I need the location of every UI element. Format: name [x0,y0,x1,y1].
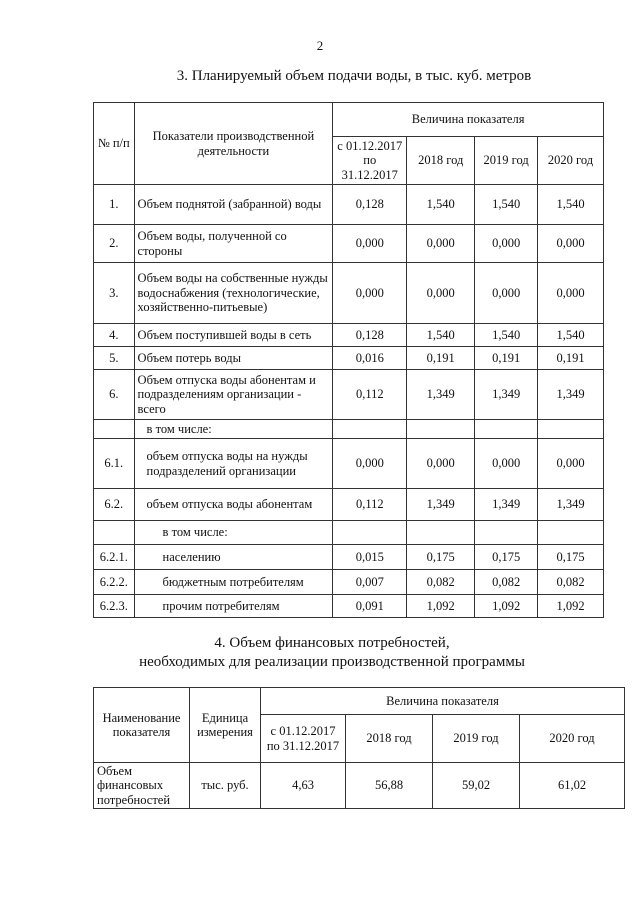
row-label: Объем поступившей воды в сеть [134,324,333,347]
row-num: 6. [94,370,135,420]
row-2018-value: 1,349 [407,370,475,420]
row-2018-value: 0,000 [407,263,475,324]
row-2020-value: 0,000 [538,263,604,324]
row-period-value: 0,128 [333,324,407,347]
header-2019: 2019 год [433,715,520,763]
row-period-value: 4,63 [261,763,346,809]
row-period-value [333,420,407,439]
row-num: 4. [94,324,135,347]
row-2019-value: 0,000 [475,225,538,263]
row-num: 2. [94,225,135,263]
row-2020-value: 1,349 [538,370,604,420]
row-period-value: 0,000 [333,225,407,263]
header-2020: 2020 год [520,715,625,763]
row-2018-value: 0,000 [407,439,475,489]
row-period-value: 0,112 [333,370,407,420]
row-2018-value: 0,175 [407,545,475,570]
row-num: 6.1. [94,439,135,489]
row-label: Объем потерь воды [134,347,333,370]
row-period-value: 0,091 [333,595,407,618]
table-row [94,347,604,370]
row-period-value [333,521,407,545]
row-2020-value: 0,000 [538,225,604,263]
header-2018: 2018 год [346,715,433,763]
table-row [94,595,604,618]
row-2018-value [407,521,475,545]
row-name: Объем финансовых потребностей [94,763,190,809]
page-number: 2 [316,38,324,53]
row-2019-value: 1,349 [475,489,538,521]
table-row [94,521,604,545]
table-row [94,185,604,225]
header-name: Наименование показателя [94,688,190,763]
header-2020: 2020 год [538,137,604,185]
row-2020-value: 1,092 [538,595,604,618]
row-2018-value: 0,000 [407,225,475,263]
row-unit: тыс. руб. [190,763,261,809]
header-period: с 01.12.2017 по 31.12.2017 [333,137,407,185]
row-2019-value: 1,540 [475,324,538,347]
row-label: прочим потребителям [134,595,333,618]
row-2019-value: 0,000 [475,263,538,324]
section4-title-line1: 4. Объем финансовых потребностей, [214,635,450,651]
row-label: Объем отпуска воды абонентам и подразделениям организации - всего [134,370,333,420]
table-row [94,263,604,324]
header-value-group: Величина показателя [333,103,604,137]
row-2020-value: 1,349 [538,489,604,521]
header-2019: 2019 год [475,137,538,185]
row-2019-value [475,420,538,439]
table-row [94,439,604,489]
header-2018: 2018 год [407,137,475,185]
row-label: объем отпуска воды абонентам [134,489,333,521]
row-2018-value: 1,092 [407,595,475,618]
row-2020-value: 0,191 [538,347,604,370]
row-label: Объем воды, полученной со стороны [134,225,333,263]
row-period-value: 0,000 [333,439,407,489]
row-period-value: 0,016 [333,347,407,370]
row-label: населению [134,545,333,570]
water-supply-table [93,102,604,618]
row-label: объем отпуска воды на нужды подразделений организации [134,439,333,489]
row-2019-value: 1,349 [475,370,538,420]
header-unit: Единица измерения [190,688,261,763]
row-2019-value [475,521,538,545]
row-2020-value: 1,540 [538,324,604,347]
row-num: 6.2.1. [94,545,135,570]
row-2019-value: 1,540 [475,185,538,225]
row-2019-value: 1,092 [475,595,538,618]
financial-needs-table [93,687,625,809]
table-row [94,420,604,439]
row-2019-value: 0,191 [475,347,538,370]
row-label: бюджетным потребителям [134,570,333,595]
row-2020-value: 61,02 [520,763,625,809]
header-value-group: Величина показателя [261,688,625,715]
row-num [94,420,135,439]
row-2020-value: 0,000 [538,439,604,489]
row-2018-value: 1,540 [407,185,475,225]
table-row [94,570,604,595]
section3-title: 3. Планируемый объем подачи воды, в тыс. куб. метров [176,68,532,84]
row-2018-value: 0,191 [407,347,475,370]
row-label: в том числе: [134,521,333,545]
row-2018-value: 0,082 [407,570,475,595]
section4-title-line2: необходимых для реализации производственной программы [139,654,525,670]
row-period-value: 0,015 [333,545,407,570]
row-2019-value: 59,02 [433,763,520,809]
row-period-value: 0,007 [333,570,407,595]
row-2020-value [538,521,604,545]
header-num: № п/п [94,103,135,185]
row-2018-value: 56,88 [346,763,433,809]
row-label: Объем поднятой (забранной) воды [134,185,333,225]
row-period-value: 0,000 [333,263,407,324]
table-row [94,370,604,420]
row-2020-value: 0,175 [538,545,604,570]
row-2020-value: 1,540 [538,185,604,225]
row-2018-value: 1,349 [407,489,475,521]
row-num: 3. [94,263,135,324]
header-indicator: Показатели производственной деятельности [134,103,333,185]
row-num: 5. [94,347,135,370]
row-2018-value: 1,540 [407,324,475,347]
row-num: 6.2.3. [94,595,135,618]
row-2019-value: 0,175 [475,545,538,570]
row-period-value: 0,128 [333,185,407,225]
section4-title [12,634,640,672]
row-2019-value: 0,000 [475,439,538,489]
row-num: 6.2. [94,489,135,521]
row-period-value: 0,112 [333,489,407,521]
header-period: с 01.12.2017 по 31.12.2017 [261,715,346,763]
row-num: 1. [94,185,135,225]
row-num: 6.2.2. [94,570,135,595]
row-2018-value [407,420,475,439]
table-row [94,763,625,809]
table-row [94,545,604,570]
table-row [94,225,604,263]
table-row [94,324,604,347]
row-num [94,521,135,545]
row-2020-value: 0,082 [538,570,604,595]
row-2020-value [538,420,604,439]
row-2019-value: 0,082 [475,570,538,595]
table-row [94,489,604,521]
row-label: Объем воды на собственные нужды водоснабжения (технологические, хозяйственно-питьевые) [134,263,333,324]
row-label: в том числе: [134,420,333,439]
